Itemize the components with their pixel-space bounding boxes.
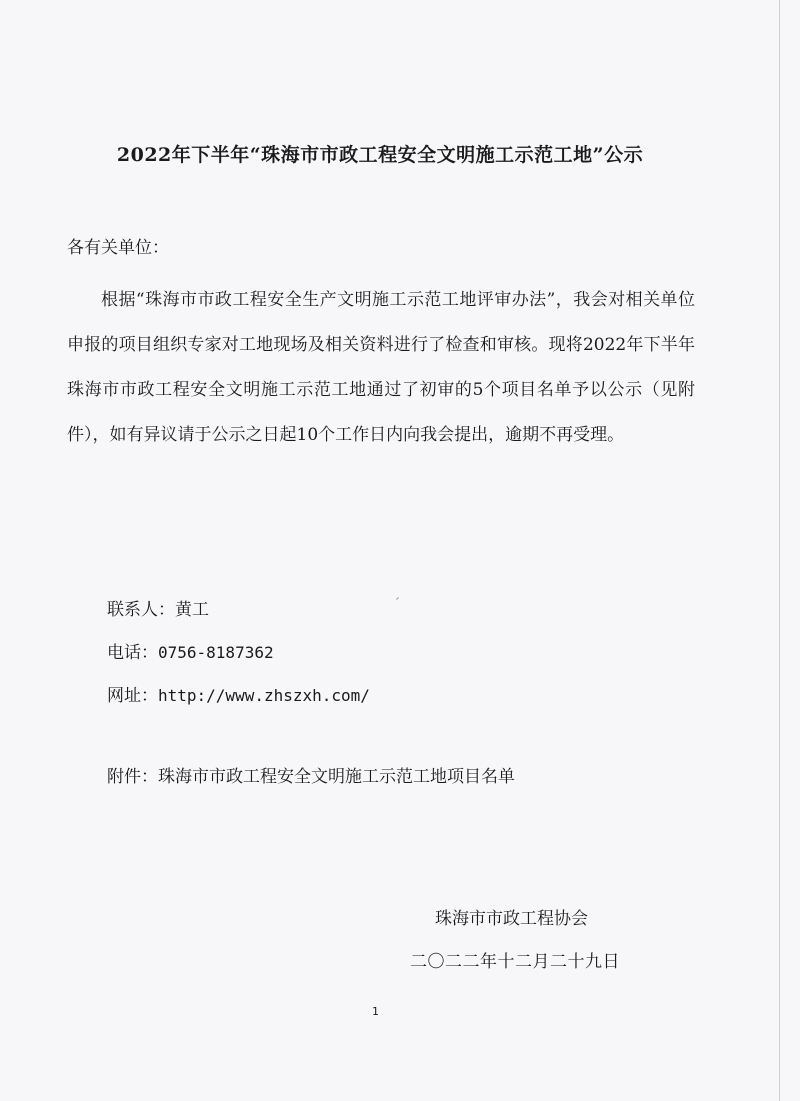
issue-date: 二〇二二年十二月二十九日 [410,952,620,972]
scan-speck [396,597,399,600]
document-title: 2022年下半年“珠海市市政工程安全文明施工示范工地”公示 [116,144,644,166]
page-number: 1 [372,1005,379,1018]
contact-website-line [107,681,370,706]
issuing-organization: 珠海市市政工程协会 [435,909,588,929]
contact-website-label: 网址： [107,686,158,706]
attachment-line [107,762,515,787]
paper-edge-line [779,0,780,1101]
salutation: 各有关单位： [67,238,169,258]
contact-person-line [107,595,209,620]
contact-website-value: http://www.zhszxh.com/ [158,686,370,705]
contact-phone-label: 电话： [107,643,158,663]
body-paragraph: 根据“珠海市市政工程安全生产文明施工示范工地评审办法”，我会对相关单位申报的项目组织专家对工地现场及相关资料进行了检查和审核。现将2022年下半年珠海市市政工程安全文明施工示范工地通过了初审的5个项目名单予以公示（见附件），如有异议请于公示之日起10个工作日内向我会提出，逾期不再受理。 [67,290,695,445]
contact-phone-value: 0756-8187362 [158,643,274,662]
attachment-value: 珠海市市政工程安全文明施工示范工地项目名单 [158,767,515,787]
attachment-label: 附件： [107,767,158,787]
contact-phone-line [107,638,274,663]
contact-person-value: 黄工 [175,600,209,620]
contact-person-label: 联系人： [107,600,175,620]
